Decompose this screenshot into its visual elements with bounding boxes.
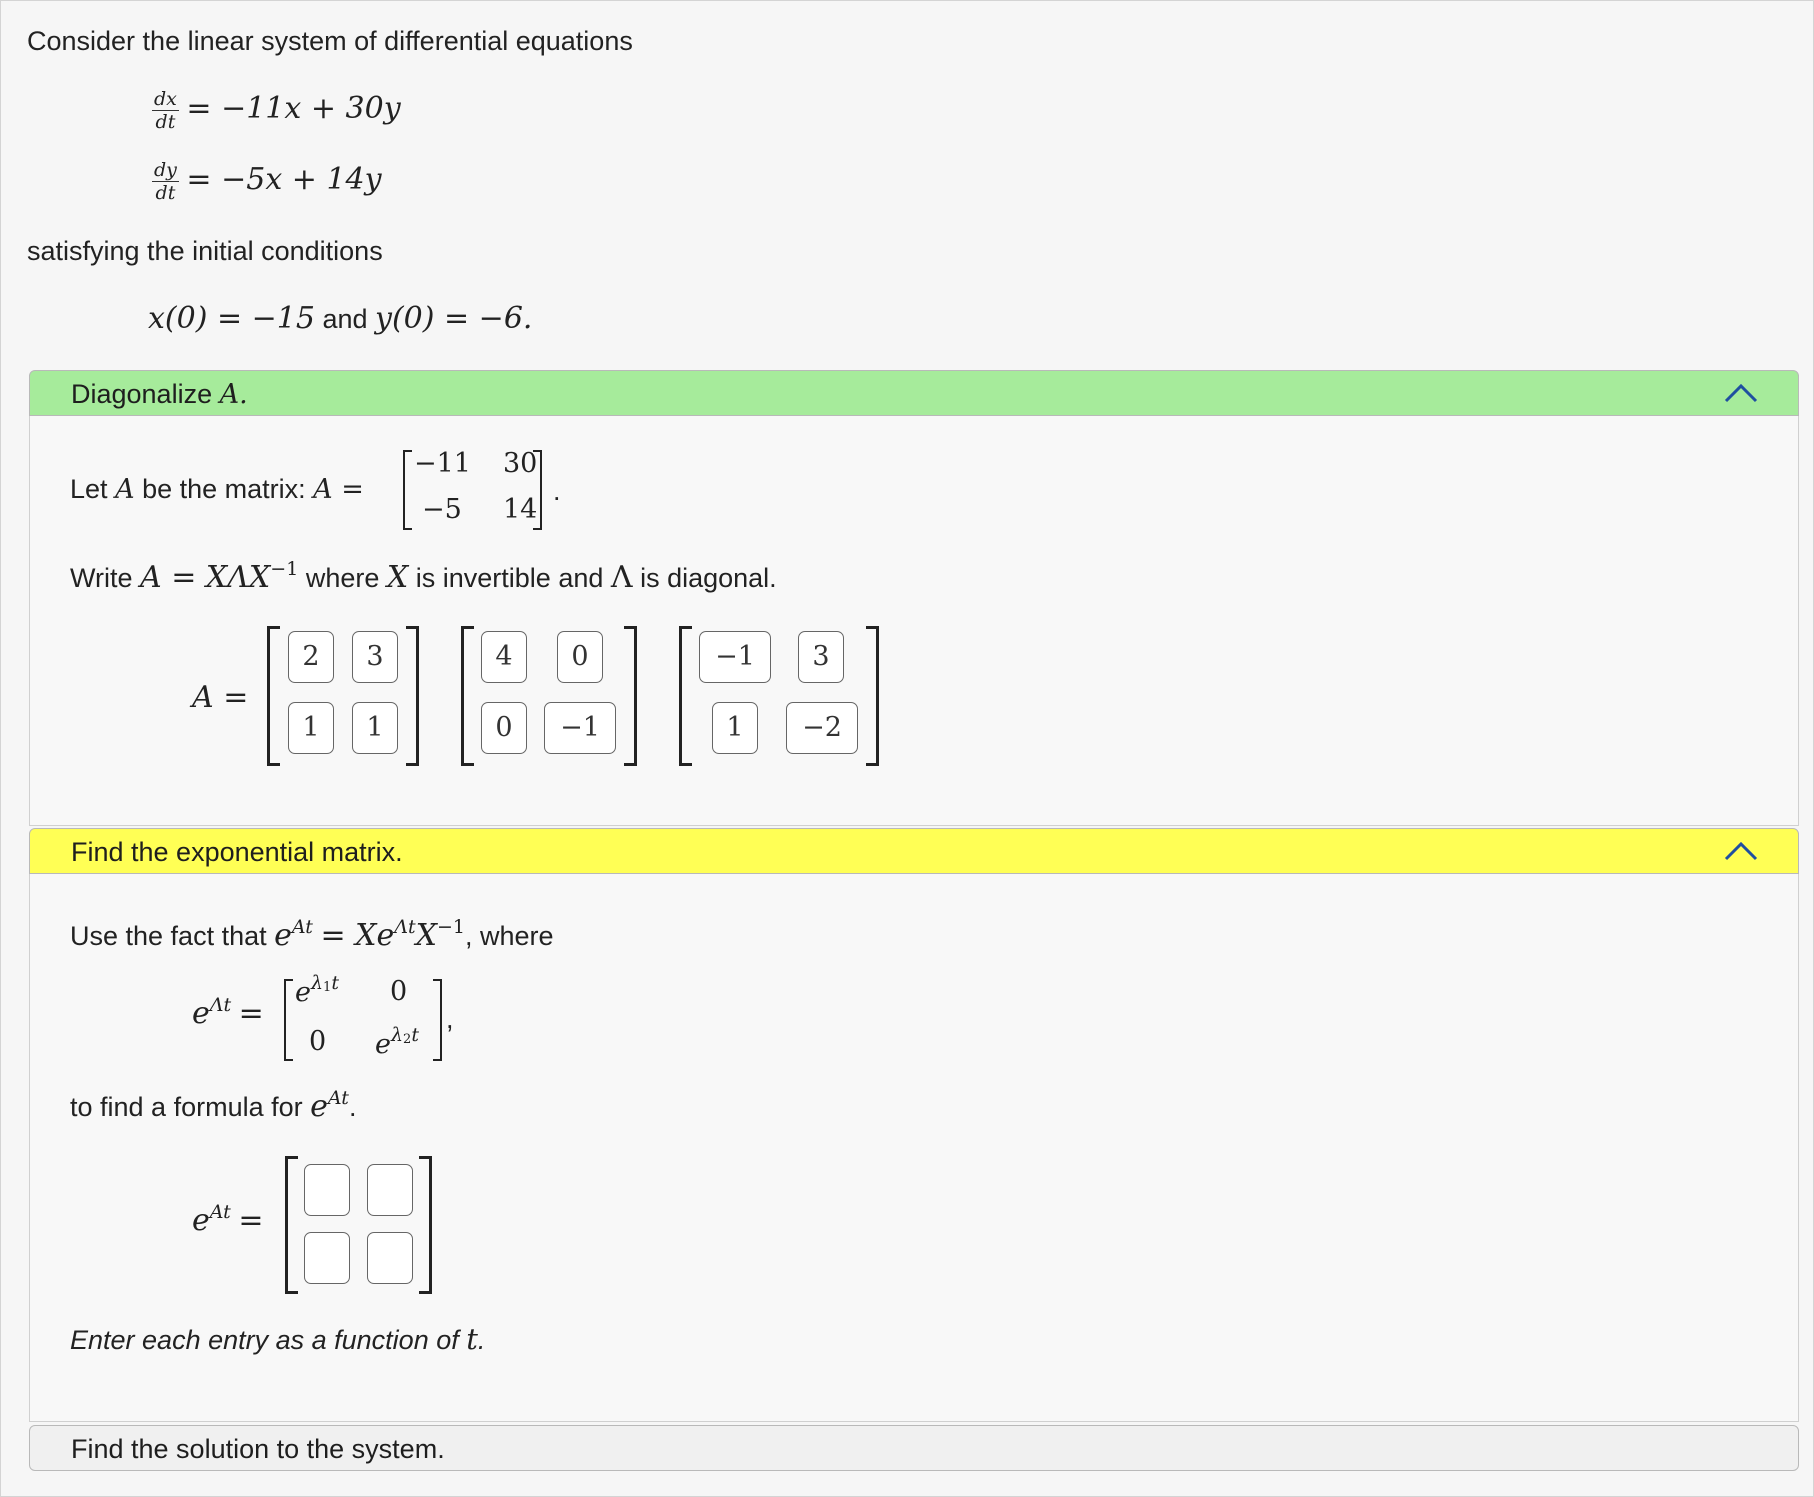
matrix-xinv-cell[interactable]: −2 [786, 702, 858, 754]
exp-matrix-bracket-left [285, 1156, 298, 1294]
use-prefix: Use the fact that [70, 921, 267, 951]
def-eq: = [238, 996, 264, 1031]
matrix-lambda-bracket-left [461, 626, 474, 766]
use-fact-statement [70, 916, 554, 953]
section-exponential-header[interactable] [29, 828, 1799, 874]
let-prefix: Let [70, 474, 108, 504]
matrix-a-entry: 14 [503, 494, 538, 525]
use-lhs: e [274, 918, 292, 953]
matrix-xinv-bracket-right [866, 626, 879, 766]
title-symbol: A. [219, 379, 248, 410]
exp-matrix-input[interactable] [367, 1232, 413, 1284]
matrix-bracket-right [533, 450, 542, 530]
entry-exp [391, 1024, 419, 1046]
write-statement [70, 558, 777, 595]
note-text: Enter each entry as a function of [70, 1325, 459, 1355]
def-comma: , [446, 1004, 454, 1034]
ic-y: y(0) = −6. [375, 301, 533, 336]
section-diagonalize-header[interactable] [29, 370, 1799, 416]
write-mid: where [305, 563, 380, 593]
let-eq: A = [313, 474, 364, 505]
answer-lhs [192, 1201, 263, 1238]
equation-dx [152, 90, 401, 132]
exp-lambda-entry-21: 0 [309, 1026, 327, 1057]
exp-matrix-input[interactable] [304, 1164, 350, 1216]
matrix-x-cell[interactable]: 3 [352, 631, 398, 683]
entry-sub: 2 [403, 1032, 412, 1047]
ic-and: and [322, 304, 368, 334]
find-formula-statement [70, 1087, 356, 1124]
entry-e: e [295, 977, 311, 1008]
matrix-lambda-cell[interactable]: 0 [557, 631, 603, 683]
matrix-a-entry: −11 [414, 448, 471, 479]
matrix-lambda-cell[interactable]: 0 [481, 702, 527, 754]
entry-lambda: λ [390, 1024, 404, 1046]
find-prefix: to find a formula for [70, 1092, 303, 1122]
matrix-lambda-bracket-right [624, 626, 637, 766]
use-x-exp: −1 [436, 916, 465, 938]
exp-matrix-input[interactable] [304, 1232, 350, 1284]
note-t: t [466, 1322, 478, 1356]
matrix-a-entry: −5 [422, 494, 462, 525]
exp-matrix-bracket-right [419, 1156, 432, 1294]
answer-e: e [192, 1203, 210, 1238]
chevron-up-icon[interactable] [1724, 381, 1758, 405]
fraction-dxdt [152, 90, 179, 132]
section-exponential-body [29, 874, 1799, 1422]
answer-exp: At [209, 1201, 231, 1223]
equation-rhs: = −11x + 30y [186, 91, 401, 127]
section-title [71, 379, 248, 410]
matrix-x-cell[interactable]: 1 [288, 702, 334, 754]
find-end: . [348, 1092, 357, 1122]
entry-t: t [331, 972, 339, 994]
let-symbol: A [115, 474, 135, 505]
matrix-lambda-cell[interactable]: 4 [481, 631, 527, 683]
title-text: Diagonalize [71, 379, 213, 409]
entry-note [70, 1322, 485, 1356]
equation-rhs: = −5x + 14y [186, 162, 382, 198]
section-diagonalize-body [29, 416, 1799, 826]
entry-e: e [375, 1029, 391, 1060]
write-formula: A = XΛX [140, 560, 271, 595]
use-end: , where [464, 921, 554, 951]
use-x: X [415, 918, 437, 953]
matrix-x-bracket-left [267, 626, 280, 766]
section-title: Find the solution to the system. [71, 1434, 445, 1464]
write-mid2: is invertible and [415, 563, 604, 593]
find-e: e [310, 1089, 328, 1124]
matrix-bracket-left [403, 450, 412, 530]
exp-lambda-bracket-right [433, 979, 442, 1061]
let-mid: be the matrix: [142, 474, 306, 504]
write-end: is diagonal. [640, 563, 777, 593]
intro-lead: Consider the linear system of differential equations [27, 26, 633, 56]
entry-t: t [411, 1024, 419, 1046]
equation-dy [152, 161, 382, 203]
ic-x: x(0) = −15 [148, 301, 315, 336]
matrix-xinv-bracket-left [679, 626, 692, 766]
exp-matrix-input[interactable] [367, 1164, 413, 1216]
matrix-x-cell[interactable]: 2 [288, 631, 334, 683]
answer-eq: = [238, 1203, 264, 1238]
initial-conditions [148, 301, 532, 336]
exp-lambda-entry-11 [295, 972, 339, 1008]
section-solution-header[interactable] [29, 1425, 1799, 1471]
exp-lambda-entry-22 [375, 1024, 419, 1060]
find-exp: At [327, 1087, 349, 1109]
matrix-x-cell[interactable]: 1 [352, 702, 398, 754]
use-eq: = Xe [320, 918, 395, 953]
write-lambda: Λ [610, 560, 633, 595]
matrix-xinv-cell[interactable]: 1 [712, 702, 758, 754]
entry-sub: 1 [323, 980, 332, 995]
write-prefix: Write [70, 563, 133, 593]
matrix-lambda-cell[interactable]: −1 [544, 702, 616, 754]
frac-num: dx [154, 88, 177, 110]
frac-num: dy [154, 159, 177, 181]
matrix-a-entry: 30 [503, 448, 538, 479]
entry-lambda: λ [310, 972, 324, 994]
def-e: e [192, 996, 210, 1031]
chevron-up-icon[interactable] [1724, 839, 1758, 863]
matrix-x-bracket-right [406, 626, 419, 766]
matrix-xinv-cell[interactable]: 3 [798, 631, 844, 683]
frac-den: dt [155, 111, 176, 133]
write-x: X [386, 560, 409, 595]
use-lhs-exp: At [291, 916, 313, 938]
fraction-dydt [152, 161, 179, 203]
write-exponent: −1 [270, 558, 299, 580]
satisfying-text: satisfying the initial conditions [27, 236, 383, 266]
section-title: Find the exponential matrix. [71, 837, 403, 867]
matrix-period: . [553, 476, 561, 506]
exp-lambda-entry-12: 0 [390, 976, 408, 1007]
use-eq-exp: Λt [394, 916, 416, 938]
entry-exp [311, 972, 339, 994]
exp-lambda-bracket-left [284, 979, 293, 1061]
def-lhs [192, 994, 264, 1031]
answer-label: A = [192, 680, 249, 715]
frac-den: dt [155, 182, 176, 204]
def-lhs-exp: Λt [209, 994, 232, 1016]
let-statement [70, 474, 364, 505]
matrix-xinv-cell[interactable]: −1 [699, 631, 771, 683]
note-end: . [477, 1325, 486, 1355]
